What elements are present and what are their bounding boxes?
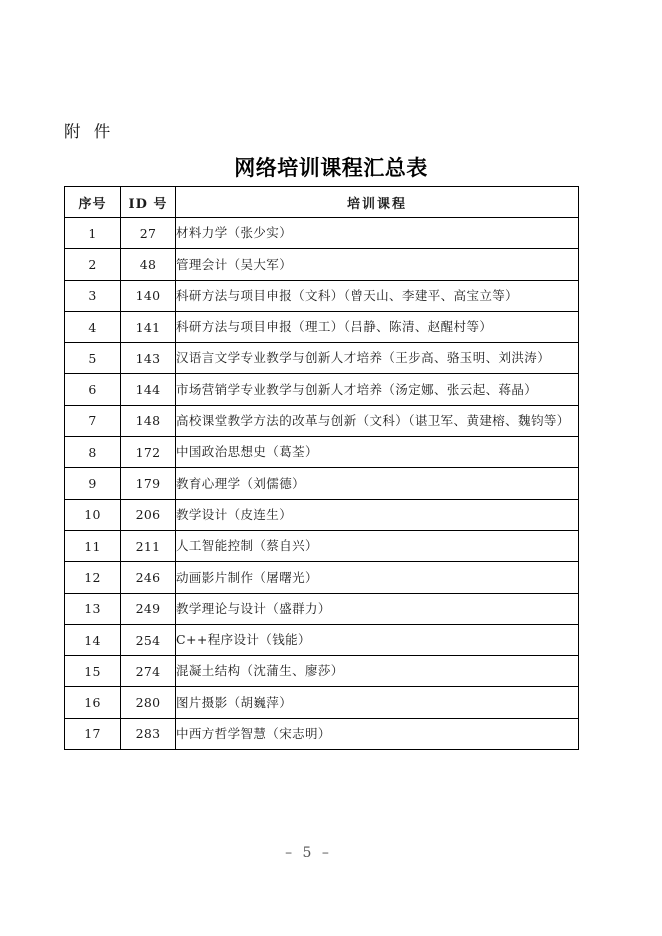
table-row [65,718,579,749]
column-header-id: ID 号 [121,187,176,218]
cell-id: 249 [121,593,176,624]
cell-course: 图片摄影（胡巍萍） [176,687,579,718]
cell-seq: 13 [65,593,121,624]
table-body [65,218,579,750]
cell-id: 27 [121,218,176,249]
table-row [65,437,579,468]
table-row [65,530,579,561]
cell-id: 140 [121,280,176,311]
cell-course: 市场营销学专业教学与创新人才培养（汤定娜、张云起、蒋晶） [176,374,579,405]
cell-id: 280 [121,687,176,718]
cell-id: 246 [121,562,176,593]
cell-seq: 14 [65,624,121,655]
cell-course: 教学理论与设计（盛群力） [176,593,579,624]
cell-id: 144 [121,374,176,405]
cell-seq: 4 [65,311,121,342]
table-row [65,405,579,436]
cell-id: 211 [121,530,176,561]
cell-course: 材料力学（张少实） [176,218,579,249]
cell-course: 动画影片制作（屠曙光） [176,562,579,593]
table-row [65,249,579,280]
table-row [65,656,579,687]
table-row [65,311,579,342]
cell-seq: 16 [65,687,121,718]
cell-seq: 1 [65,218,121,249]
attachment-label: 附 件 [64,122,115,141]
cell-id: 254 [121,624,176,655]
table-row [65,687,579,718]
cell-id: 206 [121,499,176,530]
cell-course: 汉语言文学专业教学与创新人才培养（王步高、骆玉明、刘洪涛） [176,343,579,374]
cell-seq: 17 [65,718,121,749]
cell-seq: 2 [65,249,121,280]
table-row [65,499,579,530]
cell-id: 179 [121,468,176,499]
table-row [65,218,579,249]
course-summary-table-wrapper [64,186,578,750]
cell-course: 科研方法与项目申报（文科）（曾天山、李建平、高宝立等） [176,280,579,311]
cell-course: 中西方哲学智慧（宋志明） [176,718,579,749]
cell-seq: 7 [65,405,121,436]
cell-id: 172 [121,437,176,468]
table-row [65,468,579,499]
cell-course: 人工智能控制（蔡自兴） [176,530,579,561]
table-row [65,343,579,374]
cell-id: 141 [121,311,176,342]
cell-seq: 8 [65,437,121,468]
table-row [65,562,579,593]
cell-course: 教育心理学（刘儒德） [176,468,579,499]
cell-id: 283 [121,718,176,749]
cell-course: 科研方法与项目申报（理工）（吕静、陈清、赵醒村等） [176,311,579,342]
table-row [65,624,579,655]
cell-course: 混凝土结构（沈蒲生、廖莎） [176,656,579,687]
table-row [65,280,579,311]
cell-course: 教学设计（皮连生） [176,499,579,530]
cell-seq: 5 [65,343,121,374]
page-number: – 5 – [285,845,332,861]
cell-id: 48 [121,249,176,280]
cell-seq: 3 [65,280,121,311]
cell-course: C++程序设计（钱能） [176,624,579,655]
cell-seq: 9 [65,468,121,499]
column-header-seq: 序号 [65,187,121,218]
cell-seq: 12 [65,562,121,593]
cell-id: 274 [121,656,176,687]
course-summary-table [64,186,579,750]
table-row [65,374,579,405]
cell-seq: 10 [65,499,121,530]
cell-course: 管理会计（吴大军） [176,249,579,280]
cell-seq: 6 [65,374,121,405]
table-header-row [65,187,579,218]
cell-seq: 15 [65,656,121,687]
cell-id: 143 [121,343,176,374]
cell-seq: 11 [65,530,121,561]
column-header-course: 培训课程 [176,187,579,218]
cell-course: 高校课堂教学方法的改革与创新（文科）（谌卫军、黄建榕、魏钧等） [176,405,579,436]
cell-course: 中国政治思想史（葛荃） [176,437,579,468]
table-row [65,593,579,624]
cell-id: 148 [121,405,176,436]
page-title: 网络培训课程汇总表 [234,155,428,180]
